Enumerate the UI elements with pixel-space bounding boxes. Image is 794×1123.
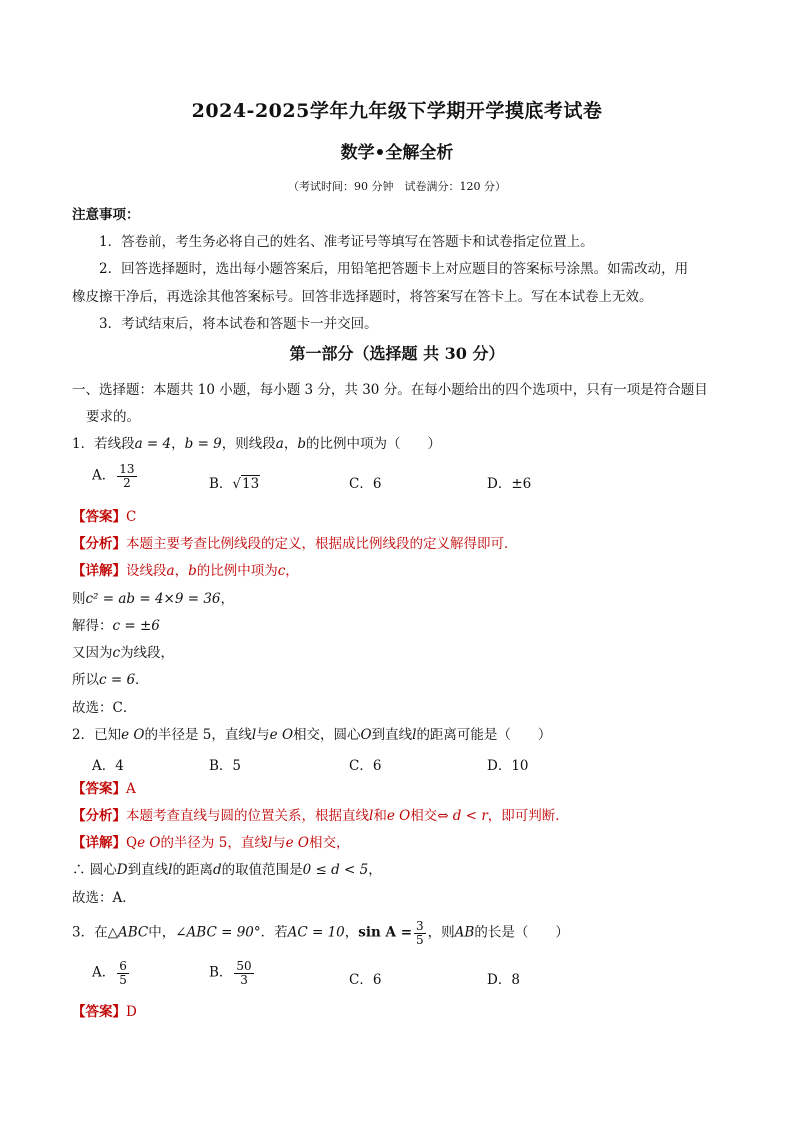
q1-conclusion: 故选：C．	[72, 700, 137, 716]
q3-option-c: C．6	[349, 972, 382, 988]
q2-solution-line-2: ∴ 圆心D到直线l的距离d的取值范围是0 ≤ d < 5，	[72, 862, 382, 878]
q2-conclusion: 故选：A．	[72, 890, 136, 906]
notice-heading: 注意事项：	[72, 207, 140, 223]
q2-stem: 2．已知e O的半径是 5，直线l与e O相交，圆心O到直线l的距离可能是（ ）	[72, 727, 552, 743]
q1-option-a: A． $\frac{13}{2}$	[92, 462, 135, 490]
notice-item-3: 3．考试结束后，将本试卷和答题卡一并交回。	[99, 316, 378, 332]
exam-info: （考试时间：90 分钟 试卷满分：120 分）	[288, 180, 506, 193]
q1-option-d: D．±6	[487, 476, 532, 492]
q1-stem: 1．若线段a = 4，b = 9，则线段a，b的比例中项为（ ）	[72, 436, 441, 452]
notice-item-2a: 2．回答选择题时，选出每小题答案后，用铅笔把答题卡上对应题目的答案标号涂黑。如需改动，用	[99, 261, 689, 277]
q2-detail: 【详解】Qe O的半径为 5，直线l与e O相交，	[72, 835, 350, 851]
page-subtitle: 数学•全解全析	[340, 143, 454, 163]
q1-solution-line-2: 则c² = ab = 4×9 = 36，	[72, 591, 235, 607]
q1-analysis: 【分析】本题主要考查比例线段的定义，根据成比例线段的定义解得即可．	[72, 536, 518, 552]
q2-analysis: 【分析】本题考查直线与圆的位置关系，根据直线l和e O相交⇔ d < r，即可判断．	[72, 808, 569, 824]
q3-stem: 3．在△ABC中，∠ABC = 90°．若AC = 10，sin A = $\frac{3}{5}$ ，则AB的长是（ ）	[72, 919, 569, 947]
q3-option-b: B． $\frac{50}{3}$	[209, 959, 252, 987]
notice-item-1: 1．答卷前，考生务必将自己的姓名、准考证号等填写在答题卡和试卷指定位置上。	[99, 234, 594, 250]
q1-option-c: C．6	[349, 476, 382, 492]
q1-solution-line-3: 解得：c = ±6	[72, 618, 160, 634]
q2-option-d: D．10	[487, 758, 529, 774]
q1-answer: 【答案】C	[72, 509, 137, 525]
part1-intro-a: 一、选择题：本题共 10 小题，每小题 3 分，共 30 分。在每小题给出的四个选项中，只有一项是符合题目	[72, 382, 708, 398]
q1-option-b: B．√13	[209, 476, 260, 492]
q3-answer: 【答案】D	[72, 1004, 137, 1020]
part1-heading: 第一部分（选择题 共 30 分）	[289, 344, 505, 363]
part1-intro-b: 要求的。	[86, 409, 140, 425]
page-title: 2024-2025学年九年级下学期开学摸底考试卷	[191, 100, 603, 122]
q3-option-d: D．8	[487, 972, 520, 988]
q1-solution-line-4: 又因为c为线段，	[72, 645, 175, 661]
q2-option-a: A．4	[92, 758, 124, 774]
q2-option-c: C．6	[349, 758, 382, 774]
q3-option-a: A． $\frac{6}{5}$	[92, 959, 127, 987]
notice-item-2b: 橡皮擦干净后，再选涂其他答案标号。回答非选择题时，将答案写在答卡上。写在本试卷上无效。	[72, 289, 653, 305]
q1-solution-line-5: 所以c = 6．	[72, 672, 149, 688]
q2-answer: 【答案】A	[72, 781, 136, 797]
q1-detail: 【详解】设线段a，b的比例中项为c，	[72, 563, 299, 579]
q2-option-b: B．5	[209, 758, 242, 774]
